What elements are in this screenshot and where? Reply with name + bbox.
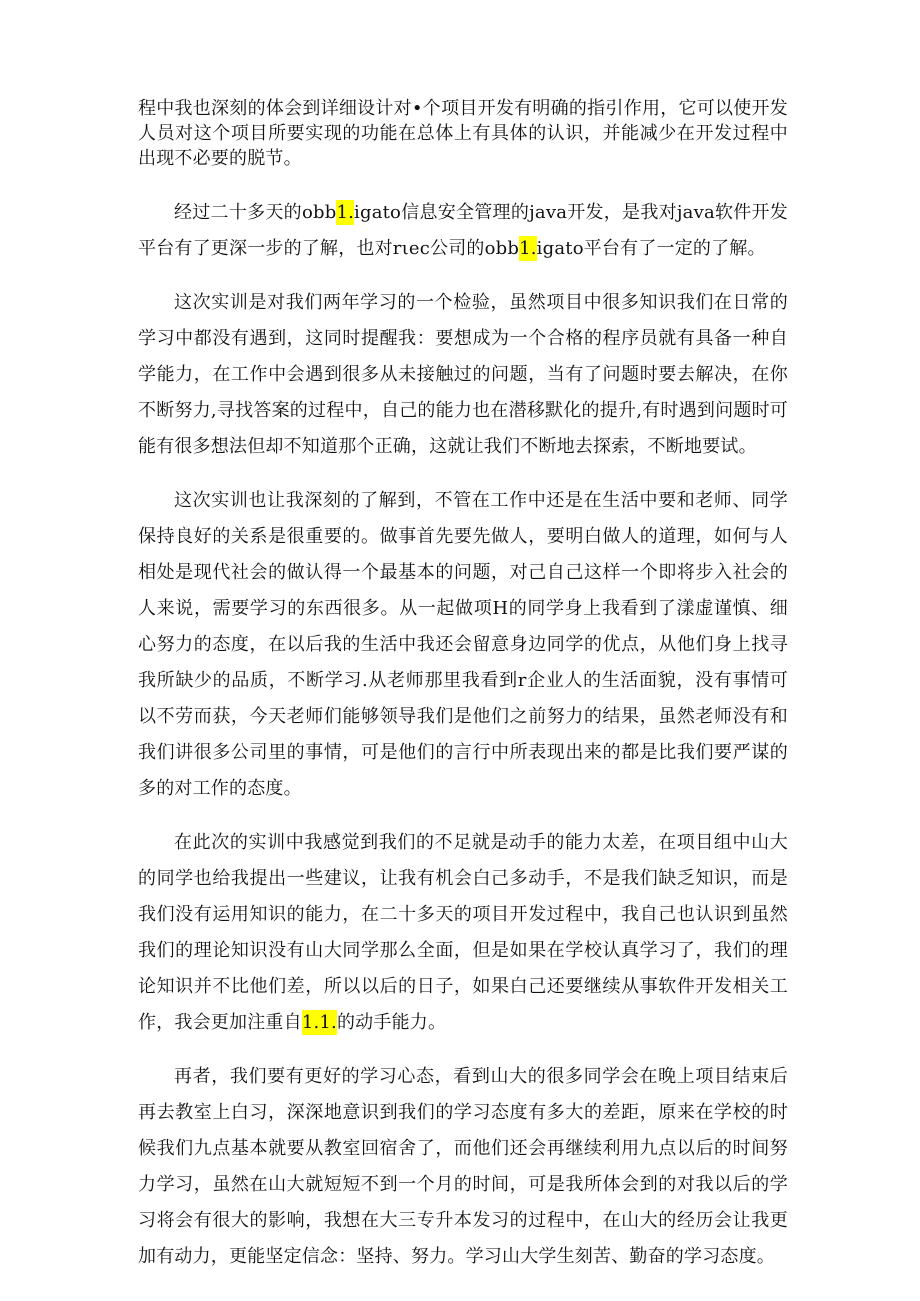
paragraph-4-text: 这次实训也让我深刻的了解到，不管在工作中还是在生活中要和老师、同学保持良好的关系是很重要的。做事首先要先做人，要明白做人的道理，如何与人相处是现代社会的做认得一个最基本的问题，对己自己这样一个即将步入社会的人来说，需要学习的东西很多。从一起做项H的同学身上我看到了漾虚谨慎、细心努力的态度，在以后我的生活中我还会留意身边同学的优点，从他们身上找寻我所缺少的品质，不断学习.从老师那里我看到r企业人的生活面貌，没有事情可以不劳而获，今天老师们能够领导我们是他们之前努力的结果，虽然老师没有和我们讲很多公司里的事情，可是他们的言行中所表现出来的都是比我们要严谋的多的对工作的态度。 [138,490,788,799]
highlighted-text: 1.1. [301,1012,337,1033]
paragraph-2-text-b: igato信息安全管理的java开发，是我对java软件开发平台有了更深一步的了解，也对rιec公司的obb [138,202,788,259]
paragraph-6-text: 再者，我们要有更好的学习心态，看到山大的很多同学会在晚上项目结束后再去教室上白习，深深地意识到我们的学习态度有多大的差距，原来在学校的时候我们九点基本就要从教室回宿舍了，而他们还会再继续利用九点以后的时间努力学习，虽然在山大就短短不到一个月的时间，可是我所体会到的对我以后的学习将会有很大的影响，我想在大三专升本发习的过程中，在山大的经历会让我更加有动力，更能坚定信念：坚持、努力。学习山大学生刻苦、勤奋的学习态度。 [138,1066,788,1267]
paragraph-2-text-c: igato平台有了一定的了解。 [536,238,766,259]
paragraph-5-text-b: 的动手能力。 [336,1012,447,1033]
paragraph-2-text-a: 经过二十多天的obb [174,202,337,223]
paragraph-1 [138,96,788,171]
paragraph-3-text: 这次实训是对我们两年学习的一个检验，虽然项目中很多知识我们在日常的学习中都没有遇到，这同时提醒我：要想成为一个合格的程序员就有具备一种自学能力，在工作中会遇到很多从未接触过的问题，当有了问题时要去解决，在你不断努力,寻找答案的过程中，自己的能力也在潜移默化的提升,有时遇到问题时可能有很多想法但却不知道那个正确，这就让我们不断地去探索，不断地要试。 [138,292,788,457]
paragraph-6 [138,1059,788,1275]
highlighted-text: 1. [336,202,355,223]
paragraph-4 [138,483,788,807]
paragraph-5-text-a: 在此次的实训中我感觉到我们的不足就是动手的能力太差，在项目组中山大的同学也给我提出一些建议，让我有机会白己多动手，不是我们缺乏知识，而是我们没有运用知识的能力，在二十多天的项目开发过程中，我自己也认识到虽然我们的理论知识没有山大同学那么全面，但是如果在学校认真学习了，我们的理论知识并不比他们差，所以以后的日子，如果白己还要继续从事软件开发相关工作，我会更加注重自 [138,832,788,1033]
paragraph-1-text: 程中我也深刻的体会到详细设计对•个项目开发有明确的指引作用，它可以使开发人员对这个项目所要实现的功能在总体上有具体的认识，并能减少在开发过程中出现不必要的脱节。 [138,98,788,169]
highlighted-text: 1. [519,238,537,259]
paragraph-5 [138,825,788,1041]
document-body [138,96,788,1275]
paragraph-2 [138,195,788,267]
paragraph-3 [138,285,788,465]
